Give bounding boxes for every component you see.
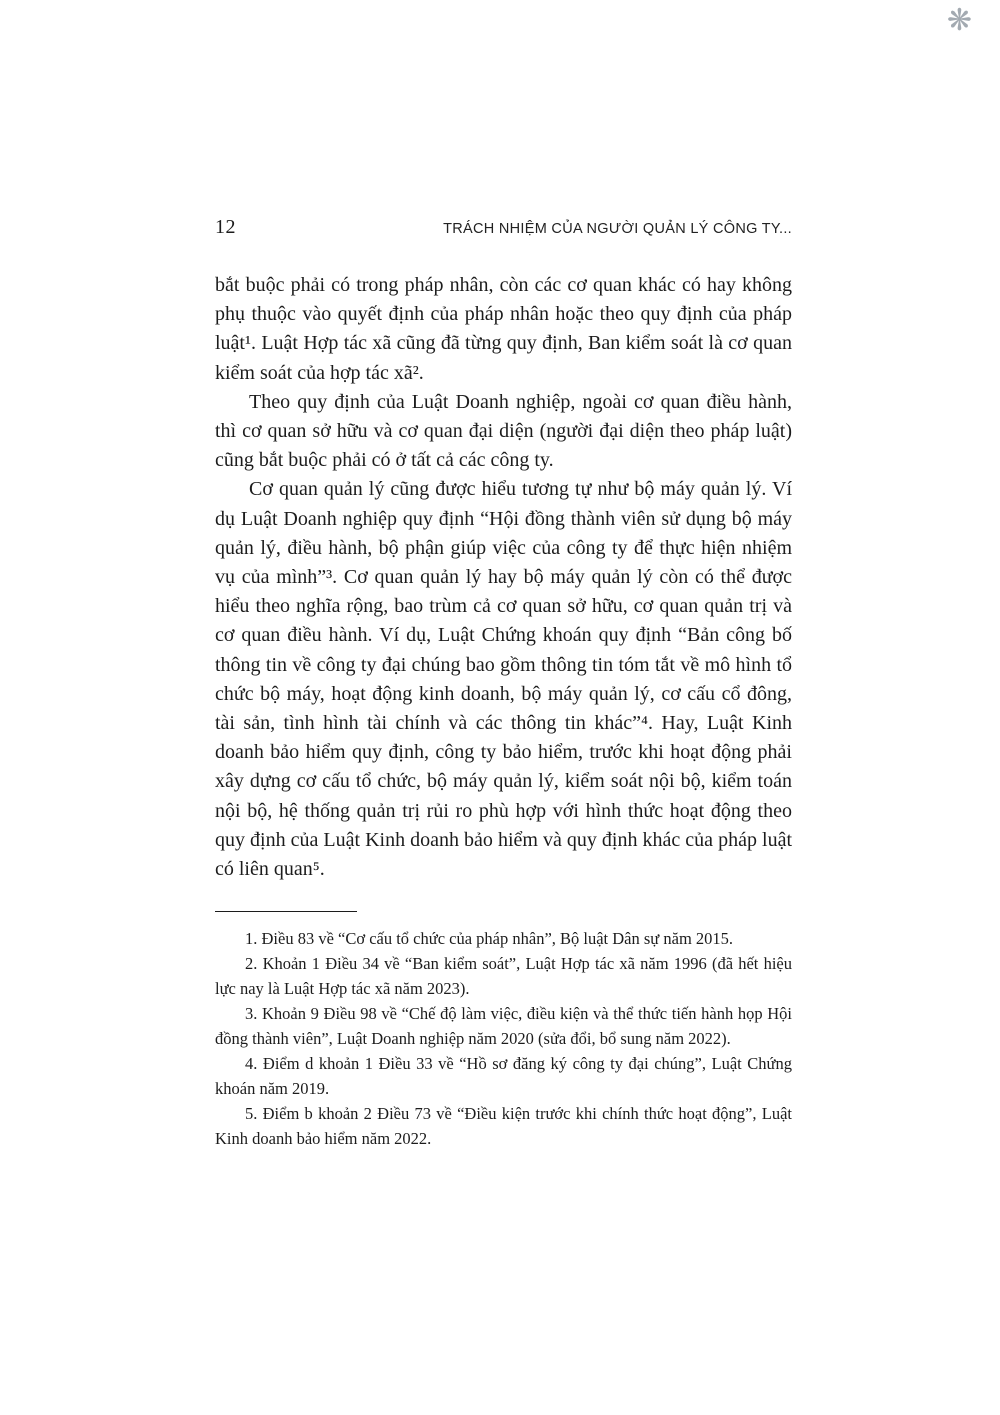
- footnotes: [215, 926, 792, 1151]
- footnote: 1. Điều 83 về “Cơ cấu tổ chức của pháp nhân”, Bộ luật Dân sự năm 2015.: [245, 929, 734, 949]
- paragraph: Cơ quan quản lý cũng được hiểu tương tự như bộ máy quản lý. Ví dụ Luật Doanh nghiệp quy định “Hội đồng thành viên sử dụng bộ máy quản lý, điều hành, bộ phận giúp việc của công ty để thực hiện nhiệm vụ của mình”³. Cơ quan quản lý hay bộ máy quản lý còn có thể được hiểu theo nghĩa rộng, bao trùm cả cơ quan sở hữu, cơ quan quản trị và cơ quan điều hành. Ví dụ, Luật Chứng khoán quy định “Bản công bố thông tin về công ty đại chúng bao gồm thông tin tóm tắt về mô hình tổ chức bộ máy, hoạt động kinh doanh, bộ máy quản lý, cơ cấu cổ đông, tài sản, tình hình tài chính và các thông tin khác”⁴. Hay, Luật Kinh doanh bảo hiểm quy định, công ty bảo hiểm, trước khi hoạt động phải xây dựng cơ cấu tổ chức, bộ máy quản lý, kiểm soát nội bộ, kiểm toán nội bộ, hệ thống quản trị rủi ro phù hợp với hình thức hoạt động theo quy định của Luật Kinh doanh bảo hiểm và quy định khác của pháp luật có liên quan⁵.: [215, 478, 792, 881]
- page-number: 12: [215, 216, 236, 238]
- paragraph: bắt buộc phải có trong pháp nhân, còn các cơ quan khác có hay không phụ thuộc vào quyết định của pháp nhân hoặc theo quy định của pháp luật¹. Luật Hợp tác xã cũng đã từng quy định, Ban kiểm soát là cơ quan kiểm soát của hợp tác xã².: [215, 274, 792, 384]
- footnote: 2. Khoản 1 Điều 34 về “Ban kiểm soát”, Luật Hợp tác xã năm 1996 (đã hết hiệu lực nay là Luật Hợp tác xã năm 2023).: [215, 954, 792, 999]
- paragraph: Theo quy định của Luật Doanh nghiệp, ngoài cơ quan điều hành, thì cơ quan sở hữu và cơ quan đại diện (người đại diện theo pháp luật) cũng bắt buộc phải có ở tất cả các công ty.: [215, 390, 792, 472]
- footnote: 4. Điểm d khoản 1 Điều 33 về “Hồ sơ đăng ký công ty đại chúng”, Luật Chứng khoán năm 2019.: [215, 1054, 792, 1099]
- body-text: [215, 271, 792, 884]
- publisher-flower-icon: ❋: [946, 4, 972, 37]
- footnote-separator: [215, 911, 357, 912]
- footnote: 3. Khoản 9 Điều 98 về “Chế độ làm việc, điều kiện và thể thức tiến hành họp Hội đồng thành viên”, Luật Doanh nghiệp năm 2020 (sửa đổi, bổ sung năm 2022).: [215, 1004, 792, 1049]
- page-content: [215, 216, 792, 1151]
- page-header: [215, 216, 792, 239]
- footnote: 5. Điểm b khoản 2 Điều 73 về “Điều kiện trước khi chính thức hoạt động”, Luật Kinh doanh bảo hiểm năm 2022.: [215, 1104, 792, 1149]
- running-title: TRÁCH NHIỆM CỦA NGƯỜI QUẢN LÝ CÔNG TY...: [443, 221, 792, 237]
